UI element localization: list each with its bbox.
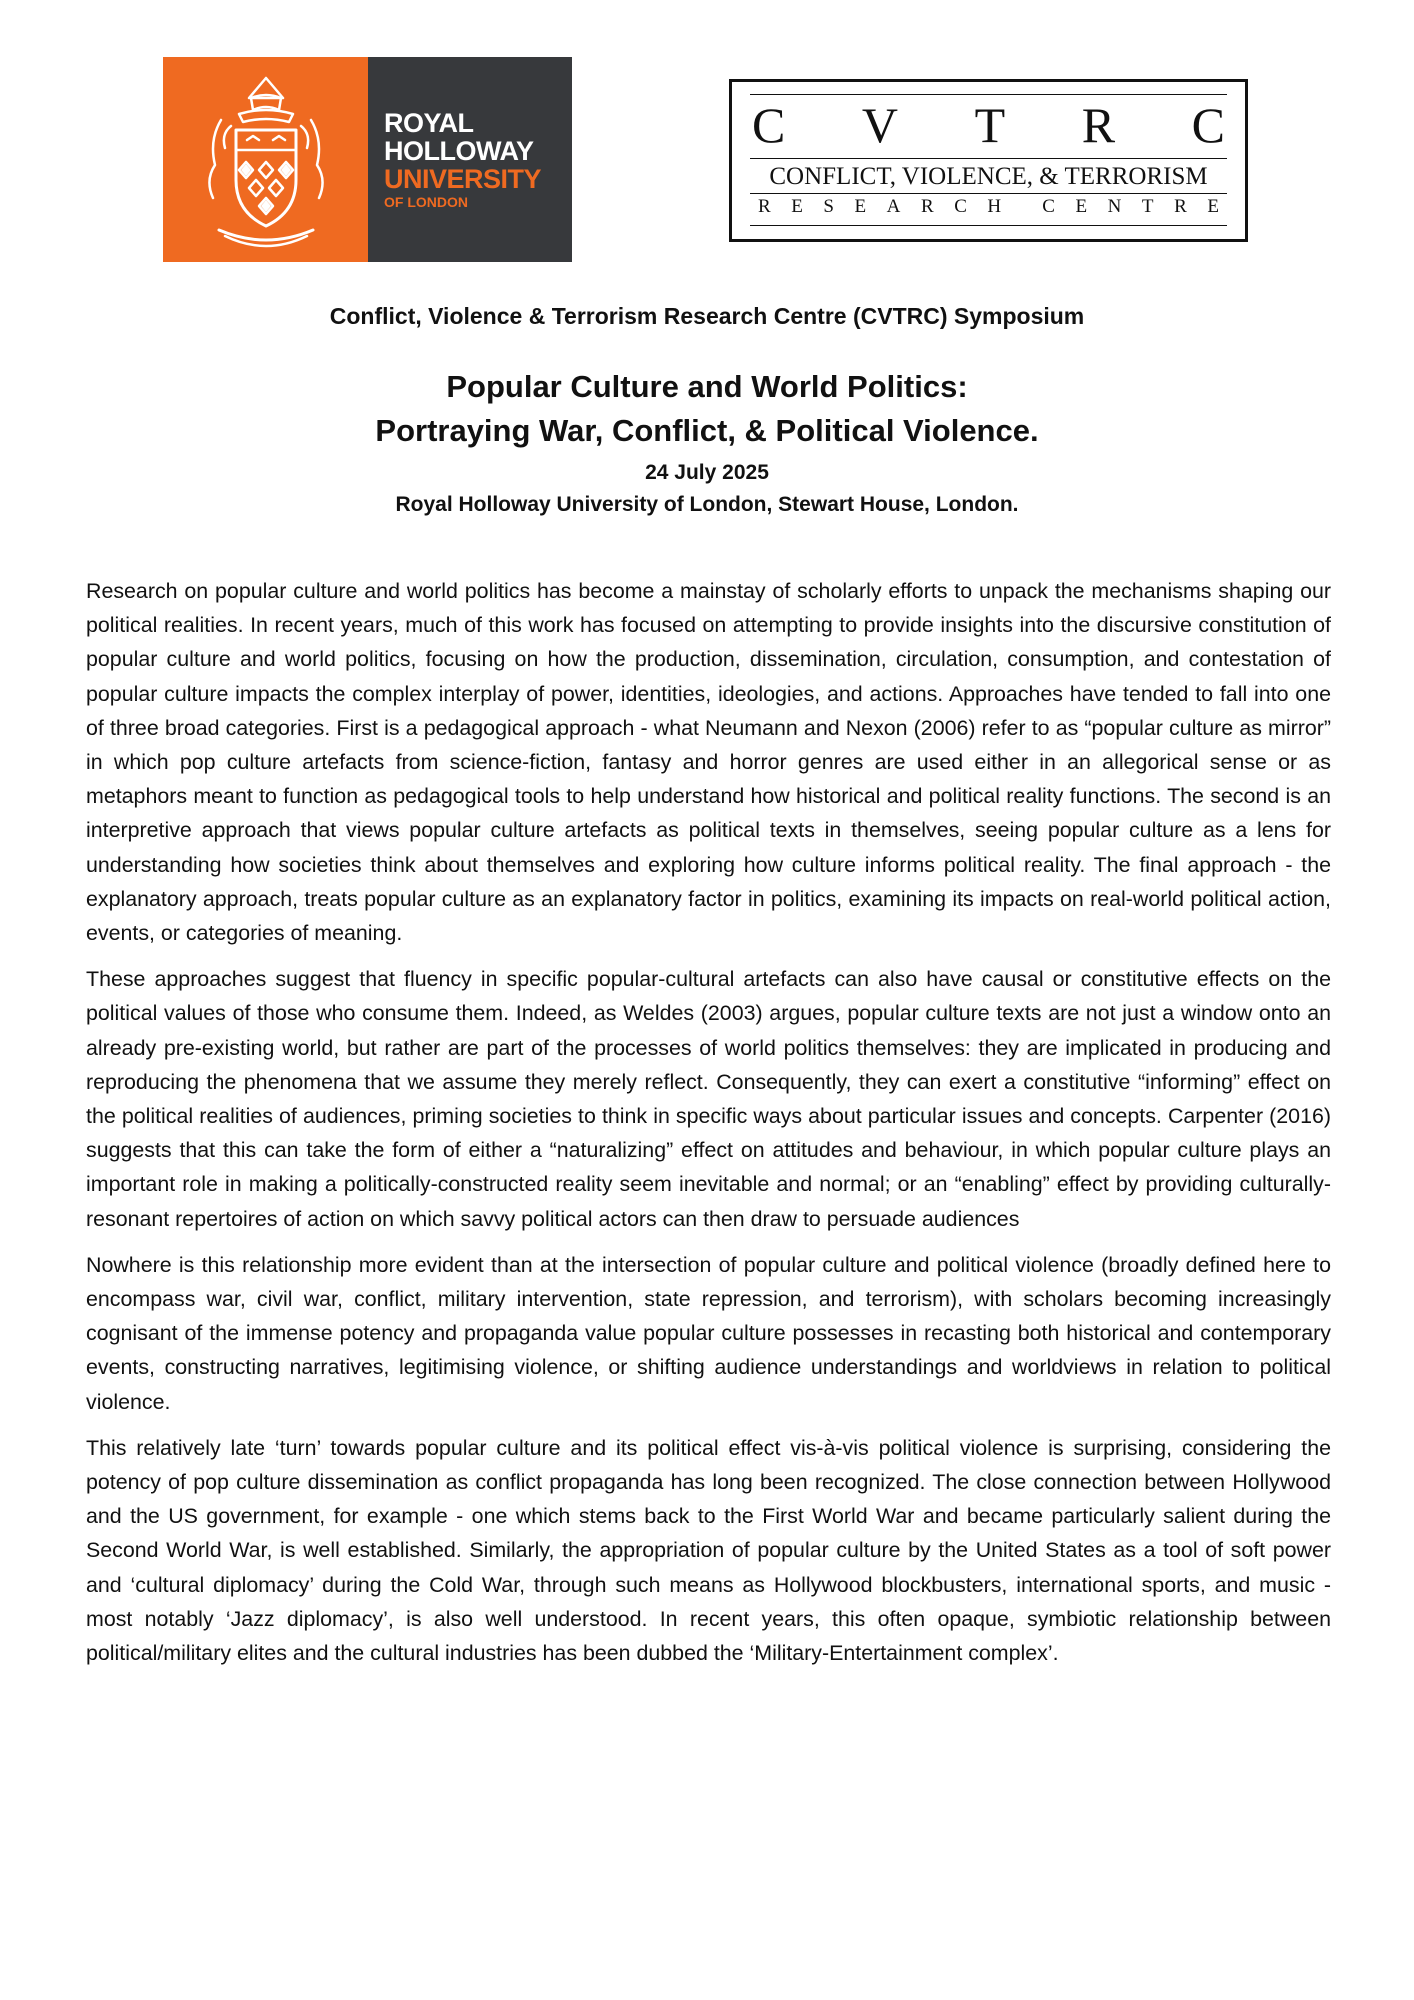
title-line-1: Popular Culture and World Politics:: [446, 369, 968, 404]
logo-rule-middle: [750, 158, 1227, 159]
university-crest-icon: [191, 70, 341, 250]
cvtrc-full-name: CONFLICT, VIOLENCE, & TERRORISM: [769, 163, 1208, 190]
rc-letter: E: [791, 196, 803, 217]
acronym-letter: R: [1081, 97, 1116, 153]
rc-letter: R: [920, 196, 934, 217]
event-venue: Royal Holloway University of London, Stewart House, London.: [395, 493, 1019, 516]
rc-letter: A: [886, 196, 901, 217]
rc-letter: E: [1207, 196, 1219, 217]
rc-letter: R: [1174, 196, 1187, 217]
title-line-2: Portraying War, Conflict, & Political Violence.: [375, 413, 1039, 448]
acronym-letter: C: [752, 97, 786, 153]
rc-letter: C: [1042, 196, 1055, 217]
rc-letter: E: [854, 196, 867, 217]
wordmark-line-university: UNIVERSITY: [384, 163, 542, 194]
paragraph: Nowhere is this relationship more evident than at the intersection of popular culture and political violence (broadly defined here to encompass war, civil war, conflict, military intervention, state repression, and terrorism), with scholars becoming increasingly cognisant of the immense potency and propaganda value popular culture possesses in recasting both historical and contemporary events, constructing narratives, legitimising violence, or shifting audience understandings and worldviews in relation to political violence.: [86, 1252, 1331, 1414]
rc-letter: S: [823, 196, 834, 217]
rc-letter: H: [987, 196, 1002, 217]
wordmark-line-royal: ROYAL: [384, 107, 474, 138]
rc-letter: R: [758, 196, 771, 217]
paragraph: This relatively late ‘turn’ towards popular culture and its political effect vis-à-vis political violence is surprising, considering the potency of pop culture dissemination as conflict propaganda has long been recognized. The close connection between Hollywood and the US government, for example - one which stems back to the First World War and became particularly salient during the Second World War, is well established. Similarly, the appropriation of popular culture by the United States as a tool of soft power and ‘cultural diplomacy’ during the Cold War, through such means as Hollywood blockbusters, international sports, and music - most notably ‘Jazz diplomacy’, is also well understood. In recent years, this often opaque, symbiotic relationship between political/military elites and the cultural industries has been dubbed the ‘Military-Entertainment complex’.: [86, 1435, 1331, 1666]
acronym-letter: C: [1191, 97, 1225, 153]
research-centre-line: [758, 196, 1219, 218]
body-text: [86, 574, 1331, 1682]
cvtrc-logo: [729, 79, 1248, 242]
page-title: [0, 365, 1414, 453]
wordmark-line-holloway: HOLLOWAY: [384, 135, 534, 166]
rc-letter: C: [954, 196, 967, 217]
rc-letter: E: [1075, 196, 1088, 217]
rc-letter: T: [1141, 196, 1154, 217]
acronym-letter: V: [861, 97, 899, 153]
logo-rule-top: [750, 94, 1227, 95]
paragraph: Research on popular culture and world politics has become a mainstay of scholarly efforts to unpack the mechanisms shaping our political realities. In recent years, much of this work has focused on attempting to provide insights into the discursive constitution of popular culture and world politics, focusing on how the production, dissemination, circulation, consumption, and contestation of popular culture impacts the complex interplay of power, identities, ideologies, and actions. Approaches have tended to fall into one of three broad categories. First is a pedagogical approach - what Neumann and Nexon (2006) refer to as “popular culture as mirror” in which pop culture artefacts from science-fiction, fantasy and horror genres are used either in an allegorical sense or as metaphors meant to function as pedagogical tools to help understand how historical and political reality functions. The second is an interpretive approach that views popular culture artefacts as political texts in themselves, seeing popular culture as a lens for understanding how societies think about themselves and exploring how culture informs political reality. The final approach - the explanatory approach, treats popular culture as an explanatory factor in politics, examining its impacts on real-world political action, events, or categories of meaning.: [86, 579, 1331, 946]
event-date: 24 July 2025: [645, 461, 769, 484]
logo-rule-lower: [750, 193, 1227, 194]
crest-panel: [163, 57, 368, 262]
royal-holloway-logo: [163, 57, 572, 262]
rc-letter: N: [1107, 196, 1122, 217]
cvtrc-acronym: [752, 97, 1225, 153]
wordmark-panel: [368, 57, 572, 262]
wordmark-line-of-london: OF LONDON: [384, 193, 468, 210]
symposium-heading: Conflict, Violence & Terrorism Research Centre (CVTRC) Symposium: [329, 303, 1085, 329]
paragraph: These approaches suggest that fluency in specific popular-cultural artefacts can also have causal or constitutive effects on the political values of those who consume them. Indeed, as Weldes (2003) argues, popular culture texts are not just a window onto an already pre-existing world, but rather are part of the processes of world politics themselves: they are implicated in producing and reproducing the phenomena that we assume they merely reflect. Consequently, they can exert a constitutive “informing” effect on the political realities of audiences, priming societies to think in specific ways about particular issues and concepts. Carpenter (2016) suggests that this can take the form of either a “naturalizing” effect on attitudes and behaviour, in which popular culture plays an important role in making a politically-constructed reality seem inevitable and normal; or an “enabling” effect by providing culturally-resonant repertoires of action on which savvy political actors can then draw to persuade audiences: [86, 967, 1331, 1231]
logo-rule-bottom: [750, 225, 1227, 226]
acronym-letter: T: [974, 97, 1006, 153]
